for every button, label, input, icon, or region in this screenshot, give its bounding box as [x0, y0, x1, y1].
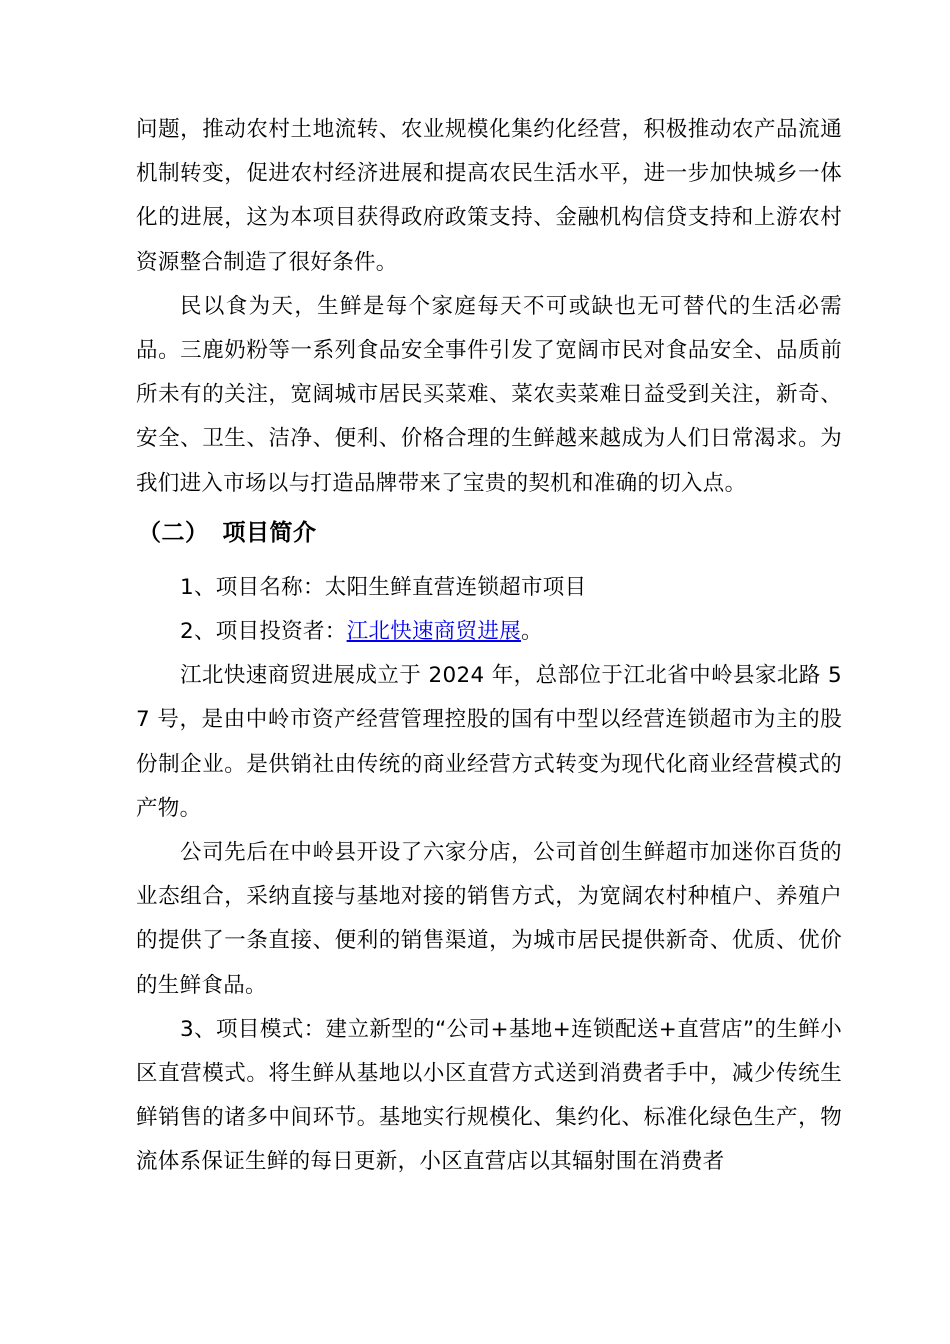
section-heading	[136, 511, 842, 555]
investor-suffix: 。	[521, 619, 543, 645]
investor-link[interactable]: 江北快速商贸进展	[346, 619, 521, 645]
paragraph-company-stores: 公司先后在中岭县开设了六家分店，公司首创生鲜超市加迷你百货的业态组合，采纳直接与基地对接的销售方式，为宽阔农村种植户、养殖户的提供了一条直接、便利的销售渠道，为城市居民提供新奇、优质、优价的生鲜食品。	[136, 840, 842, 998]
section-number: （二）	[138, 519, 209, 546]
item-project-name: 1、项目名称：太阳生鲜直营连锁超市项目	[180, 574, 587, 600]
section-title: 项目简介	[222, 519, 317, 546]
paragraph-company-intro: 江北快速商贸进展成立于 2024 年，总部位于江北省中岭县家北路 57 号，是由中岭市资产经营管理控股的国有中型以经营连锁超市为主的股份制企业。是供销社由传统的商业经营方式转变为现代化商业经营模式的产物。	[136, 663, 842, 821]
paragraph-food-safety: 民以食为天，生鲜是每个家庭每天不可或缺也无可替代的生活必需品。三鹿奶粉等一系列食品安全事件引发了宽阔市民对食品安全、品质前所未有的关注，宽阔城市居民买菜难、菜农卖菜难日益受到关注，新奇、安全、卫生、洁净、便利、价格合理的生鲜越来越成为人们日常渴求。为我们进入市场以与打造品牌带来了宝贵的契机和准确的切入点。	[136, 293, 842, 496]
document-page	[136, 108, 842, 1185]
paragraph-rural-policy: 问题，推动农村土地流转、农业规模化集约化经营，积极推动农产品流通机制转变，促进农村经济进展和提高农民生活水平，进一步加快城乡一体化的进展，这为本项目获得政府政策支持、金融机构信贷支持和上游农村资源整合制造了很好条件。	[136, 117, 842, 275]
item-project-investor	[136, 610, 842, 654]
investor-label: 2、项目投资者：	[180, 619, 347, 645]
item-project-mode: 3、项目模式：建立新型的“公司+基地+连锁配送+直营店”的生鲜小区直营模式。将生鲜从基地以小区直营方式送到消费者手中，减少传统生鲜销售的诸多中间环节。基地实行规模化、集约化、标准化绿色生产，物流体系保证生鲜的每日更新，小区直营店以其辐射围在消费者	[136, 1016, 842, 1175]
